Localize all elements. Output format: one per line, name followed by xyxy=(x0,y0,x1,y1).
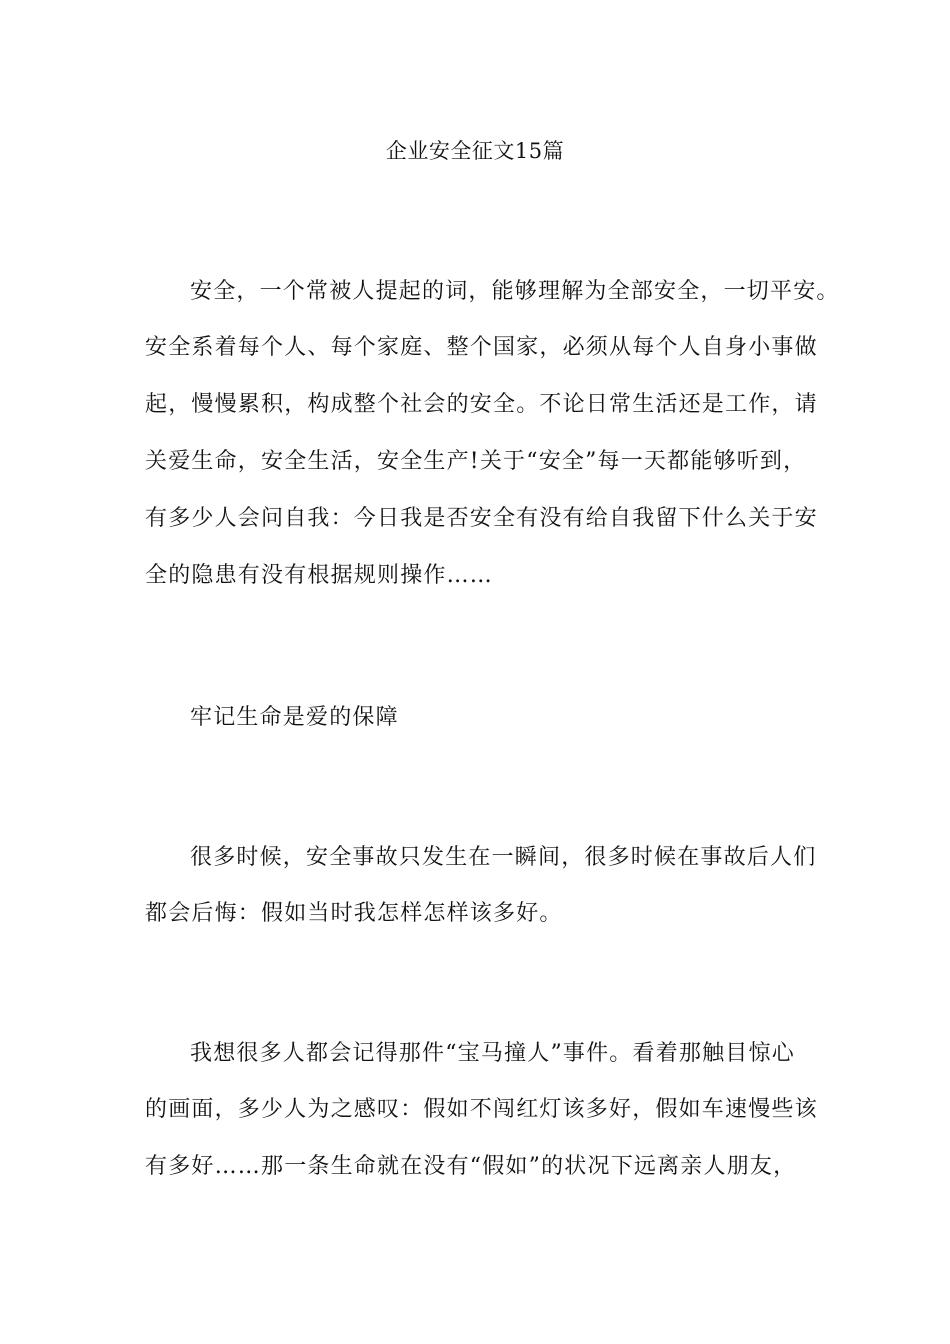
paragraph-line: 安全系着每个人、每个家庭、整个国家，必须从每个人自身小事做 xyxy=(145,335,818,360)
paragraph-line: 关爱生命，安全生活，安全生产!关于“安全”每一天都能够听到， xyxy=(145,449,807,474)
paragraph-line: 全的隐患有没有根据规则操作…… xyxy=(145,563,494,588)
paragraph-line: 起，慢慢累积，构成整个社会的安全。不论日常生活还是工作，请 xyxy=(145,392,818,417)
document-title: 企业安全征文15篇 xyxy=(385,139,565,163)
paragraph-line: 的画面，多少人为之感叹：假如不闯红灯该多好，假如车速慢些该 xyxy=(145,1097,818,1122)
paragraph-line: 都会后悔：假如当时我怎样怎样该多好。 xyxy=(145,901,563,926)
paragraph-line: 安全，一个常被人提起的词，能够理解为全部安全，一切平安。 xyxy=(190,279,840,304)
paragraph-line: 我想很多人都会记得那件“宝马撞人”事件。看着那触目惊心 xyxy=(190,1041,795,1066)
section-subheading: 牢记生命是爱的保障 xyxy=(190,705,399,730)
paragraph-line: 有多好……那一条生命就在没有“假如”的状况下远离亲人朋友， xyxy=(145,1154,797,1179)
paragraph-line: 有多少人会问自我：今日我是否安全有没有给自我留下什么关于安 xyxy=(145,506,818,531)
paragraph-line: 很多时候，安全事故只发生在一瞬间，很多时候在事故后人们 xyxy=(190,845,817,870)
